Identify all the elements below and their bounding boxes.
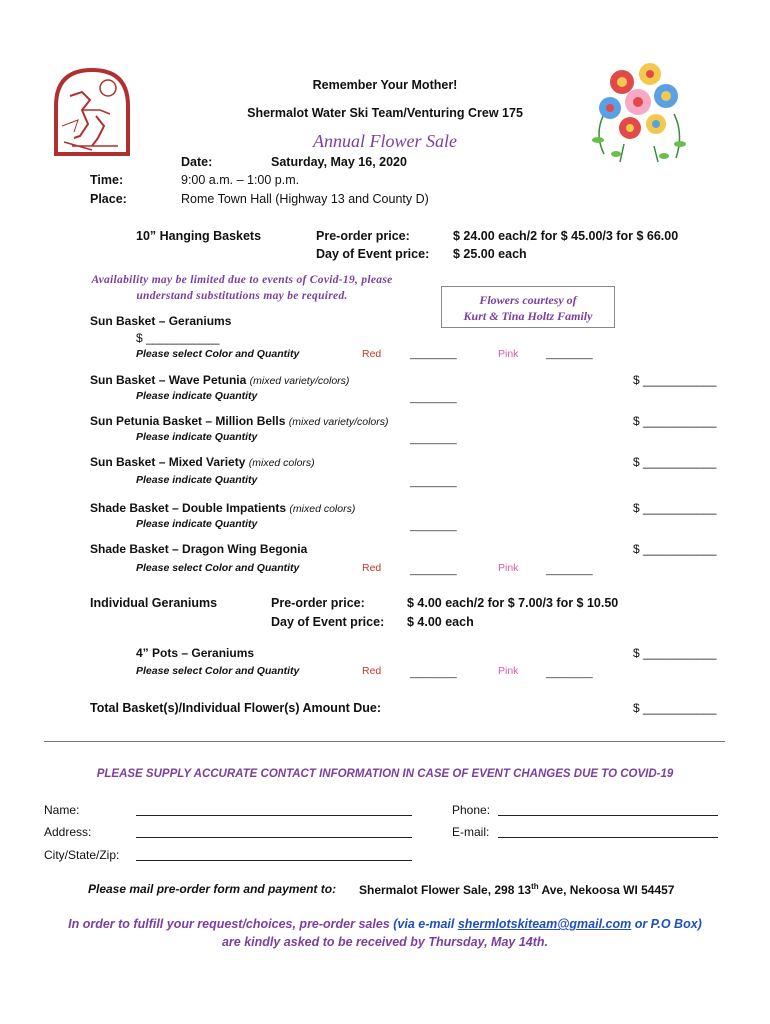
place-label: Place:: [90, 192, 127, 206]
item-dragon-wing-red-quantity[interactable]: ________: [410, 564, 457, 576]
city-label: City/State/Zip:: [44, 848, 120, 862]
closing-text-1: In order to fulfill your request/choices, pre-order sales: [68, 917, 394, 931]
item-sun-geraniums-pink-quantity[interactable]: ________: [546, 348, 593, 360]
item-million-bells-quantity[interactable]: ________: [410, 433, 457, 445]
phone-label: Phone:: [452, 803, 491, 817]
closing-line-2: are kindly asked to be received by Thursday, May 14th.: [221, 935, 549, 949]
address-label: Address:: [44, 825, 92, 839]
item-pots-amount-field[interactable]: $ ___________: [633, 646, 717, 660]
item-wave-petunia-note: (mixed variety/colors): [249, 375, 350, 387]
item-mixed-variety-name: Sun Basket – Mixed Variety: [90, 455, 246, 469]
baskets-event-label: Day of Event price:: [316, 247, 430, 261]
contact-notice: PLEASE SUPPLY ACCURATE CONTACT INFORMATION IN CASE OF EVENT CHANGES DUE TO COVID-19: [96, 768, 674, 780]
name-field[interactable]: [136, 804, 412, 816]
item-wave-petunia-instruction: Please indicate Quantity: [136, 390, 258, 402]
page-title: Annual Flower Sale: [313, 131, 457, 151]
closing-text-2: (via e-mail: [393, 917, 458, 931]
item-dragon-wing-amount-field[interactable]: $ ___________: [633, 542, 717, 556]
geraniums-event-value: $ 4.00 each: [407, 615, 474, 629]
item-sun-geraniums-instruction: Please select Color and Quantity: [136, 348, 300, 360]
baskets-preorder-value: $ 24.00 each/2 for $ 45.00/3 for $ 66.00: [453, 229, 679, 243]
address-field[interactable]: [136, 826, 412, 838]
geraniums-preorder-value: $ 4.00 each/2 for $ 7.00/3 for $ 10.50: [407, 596, 619, 610]
item-double-impatients-quantity[interactable]: ________: [410, 520, 457, 532]
name-label: Name:: [44, 803, 80, 817]
item-wave-petunia-row: [90, 373, 349, 387]
mailing-label: Please mail pre-order form and payment to:: [88, 882, 337, 896]
item-sun-geraniums-pink-label: Pink: [498, 348, 519, 360]
item-wave-petunia-quantity[interactable]: ________: [410, 392, 457, 404]
item-mixed-variety-quantity[interactable]: ________: [410, 476, 457, 488]
city-field[interactable]: [136, 849, 412, 861]
total-label: Total Basket(s)/Individual Flower(s) Amount Due:: [90, 701, 381, 715]
date-value: Saturday, May 16, 2020: [271, 155, 407, 169]
email-label: E-mail:: [452, 825, 490, 839]
courtesy-box: [441, 286, 615, 328]
baskets-preorder-label: Pre-order price:: [316, 229, 410, 243]
item-mixed-variety-note: (mixed colors): [248, 457, 315, 469]
item-mixed-variety-row: [90, 455, 315, 469]
closing-note: [40, 915, 730, 951]
geraniums-preorder-label: Pre-order price:: [271, 596, 365, 610]
email-field[interactable]: [498, 826, 718, 838]
section-divider: [44, 741, 725, 742]
mailing-address: [359, 882, 674, 897]
item-pots-red-quantity[interactable]: ________: [410, 667, 457, 679]
item-double-impatients-instruction: Please indicate Quantity: [136, 518, 258, 530]
item-pots-name: 4” Pots – Geraniums: [136, 646, 255, 660]
item-dragon-wing-red-label: Red: [362, 562, 382, 574]
mailing-address-sup: th: [531, 882, 539, 891]
courtesy-line-1: Flowers courtesy of: [479, 293, 577, 307]
item-million-bells-row: [90, 414, 389, 428]
item-sun-geraniums-red-quantity[interactable]: ________: [410, 348, 457, 360]
place-value: Rome Town Hall (Highway 13 and County D): [181, 192, 429, 206]
baskets-event-value: $ 25.00 each: [453, 247, 527, 261]
item-sun-geraniums-name: Sun Basket – Geraniums: [90, 314, 232, 328]
item-dragon-wing-pink-label: Pink: [498, 562, 519, 574]
total-amount-field[interactable]: $ ___________: [633, 701, 717, 715]
baskets-label: 10” Hanging Baskets: [136, 229, 262, 243]
item-million-bells-instruction: Please indicate Quantity: [136, 431, 258, 443]
item-double-impatients-row: [90, 501, 355, 515]
mailing-address-city: Ave, Nekoosa WI 54457: [538, 883, 675, 897]
header-line-2: Shermalot Water Ski Team/Venturing Crew 175: [247, 106, 523, 120]
item-dragon-wing-instruction: Please select Color and Quantity: [136, 562, 300, 574]
item-pots-pink-label: Pink: [498, 665, 519, 677]
closing-text-3: or P.O Box): [631, 917, 702, 931]
closing-email-link[interactable]: shermlotskiteam@gmail.com: [457, 917, 632, 931]
date-label: Date:: [181, 155, 213, 169]
phone-field[interactable]: [498, 804, 718, 816]
item-dragon-wing-pink-quantity[interactable]: ________: [546, 564, 593, 576]
item-double-impatients-amount-field[interactable]: $ ___________: [633, 501, 717, 515]
time-value: 9:00 a.m. – 1:00 p.m.: [181, 173, 300, 187]
mailing-address-street: Shermalot Flower Sale, 298 13: [359, 883, 532, 897]
time-label: Time:: [90, 173, 124, 187]
item-pots-instruction: Please select Color and Quantity: [136, 665, 300, 677]
item-mixed-variety-amount-field[interactable]: $ ___________: [633, 455, 717, 469]
item-wave-petunia-amount-field[interactable]: $ ___________: [633, 373, 717, 387]
item-mixed-variety-instruction: Please indicate Quantity: [136, 474, 258, 486]
item-million-bells-note: (mixed variety/colors): [288, 416, 389, 428]
item-double-impatients-name: Shade Basket – Double Impatients: [90, 501, 287, 515]
header-line-1: Remember Your Mother!: [312, 78, 458, 92]
closing-line-1: [40, 915, 730, 933]
geraniums-label: Individual Geraniums: [90, 596, 218, 610]
courtesy-line-2: Kurt & Tina Holtz Family: [463, 309, 593, 323]
item-million-bells-amount-field[interactable]: $ ___________: [633, 414, 717, 428]
availability-note: Availability may be limited due to events of Covid-19, please understand substitutions may be required.: [91, 274, 393, 302]
item-dragon-wing-name: Shade Basket – Dragon Wing Begonia: [90, 542, 308, 556]
item-million-bells-name: Sun Petunia Basket – Million Bells: [90, 414, 286, 428]
item-pots-pink-quantity[interactable]: ________: [546, 667, 593, 679]
geraniums-event-label: Day of Event price:: [271, 615, 385, 629]
item-double-impatients-note: (mixed colors): [289, 503, 356, 515]
item-sun-geraniums-red-label: Red: [362, 348, 382, 360]
item-sun-geraniums-amount-field[interactable]: $ ___________: [136, 331, 220, 345]
item-pots-red-label: Red: [362, 665, 382, 677]
item-wave-petunia-name: Sun Basket – Wave Petunia: [90, 373, 247, 387]
